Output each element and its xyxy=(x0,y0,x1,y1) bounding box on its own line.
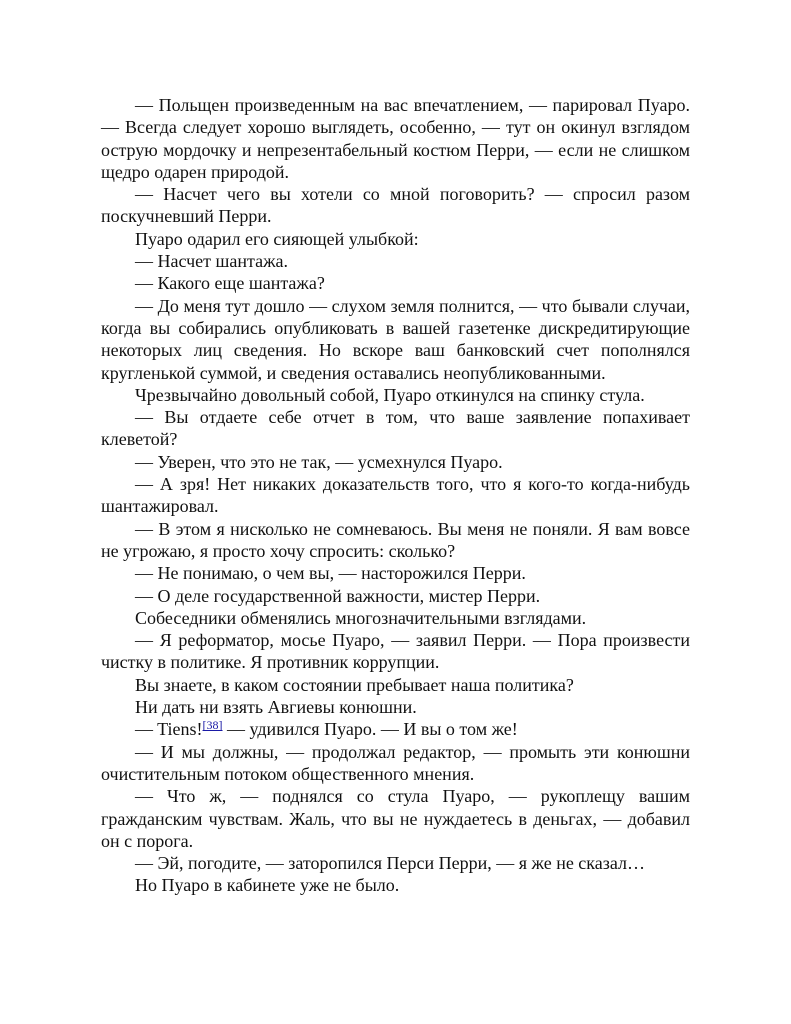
paragraph: — И мы должны, — продолжал редактор, — промыть эти конюшни очистительным потоком общественного мнения. xyxy=(101,741,690,784)
paragraph: Пуаро одарил его сияющей улыбкой: xyxy=(135,228,419,249)
paragraph-text: — удивился Пуаро. — И вы о том же! xyxy=(222,719,518,740)
paragraph: — Что ж, — поднялся со стула Пуаро, — рукоплещу вашим гражданским чувствам. Жаль, что вы не нуждаетесь в деньгах, — добавил он с порога. xyxy=(101,786,690,851)
footnote-link[interactable]: [38] xyxy=(202,718,223,733)
paragraph: — Не понимаю, о чем вы, — насторожился Перри. xyxy=(135,563,526,584)
paragraph: — Насчет шантажа. xyxy=(135,251,289,272)
paragraph: — Я реформатор, мосье Пуаро, — заявил Перри. — Пора произвести чистку в политике. Я противник коррупции. xyxy=(101,630,690,673)
body-text xyxy=(101,94,690,897)
paragraph: Ни дать ни взять Авгиевы конюшни. xyxy=(135,697,417,718)
paragraph-text: — Tiens! xyxy=(135,719,203,740)
paragraph: — Вы отдаете себе отчет в том, что ваше заявление попахивает клеветой? xyxy=(101,407,690,450)
paragraph: — До меня тут дошло — слухом земля полнится, — что бывали случаи, когда вы собирались опубликовать в вашей газетенке дискредитирующие некоторых лиц сведения. Но вскоре ваш банковский счет пополнялся кругленькой суммой, и сведения оставались неопубликованными. xyxy=(101,295,690,383)
paragraph: — Эй, погодите, — заторопился Перси Перри, — я же не сказал… xyxy=(135,853,646,874)
paragraph: — Польщен произведенным на вас впечатлением, — парировал Пуаро. — Всегда следует хорошо выглядеть, особенно, — тут он окинул взглядом острую мордочку и непрезентабельный костюм Перри, — если не слишком щедро одарен природой. xyxy=(101,95,690,182)
paragraph: — О деле государственной важности, мистер Перри. xyxy=(135,585,541,606)
paragraph: — Насчет чего вы хотели со мной поговорить? — спросил разом поскучневший Перри. xyxy=(101,184,690,227)
paragraph: Чрезвычайно довольный собой, Пуаро откинулся на спинку стула. xyxy=(135,384,645,405)
paragraph: — В этом я нисколько не сомневаюсь. Вы меня не поняли. Я вам вовсе не угрожаю, я просто хочу спросить: сколько? xyxy=(101,518,690,561)
paragraph: Но Пуаро в кабинете уже не было. xyxy=(135,875,400,896)
paragraph: Вы знаете, в каком состоянии пребывает наша политика? xyxy=(135,674,574,695)
paragraph: — Какого еще шантажа? xyxy=(135,273,325,294)
paragraph: — А зря! Нет никаких доказательств того, что я кого-то когда-нибудь шантажировал. xyxy=(101,474,690,517)
paragraph: Собеседники обменялись многозначительными взглядами. xyxy=(135,607,587,628)
paragraph: — Уверен, что это не так, — усмехнулся Пуаро. xyxy=(135,451,503,472)
paragraph-with-footnote xyxy=(101,718,690,740)
